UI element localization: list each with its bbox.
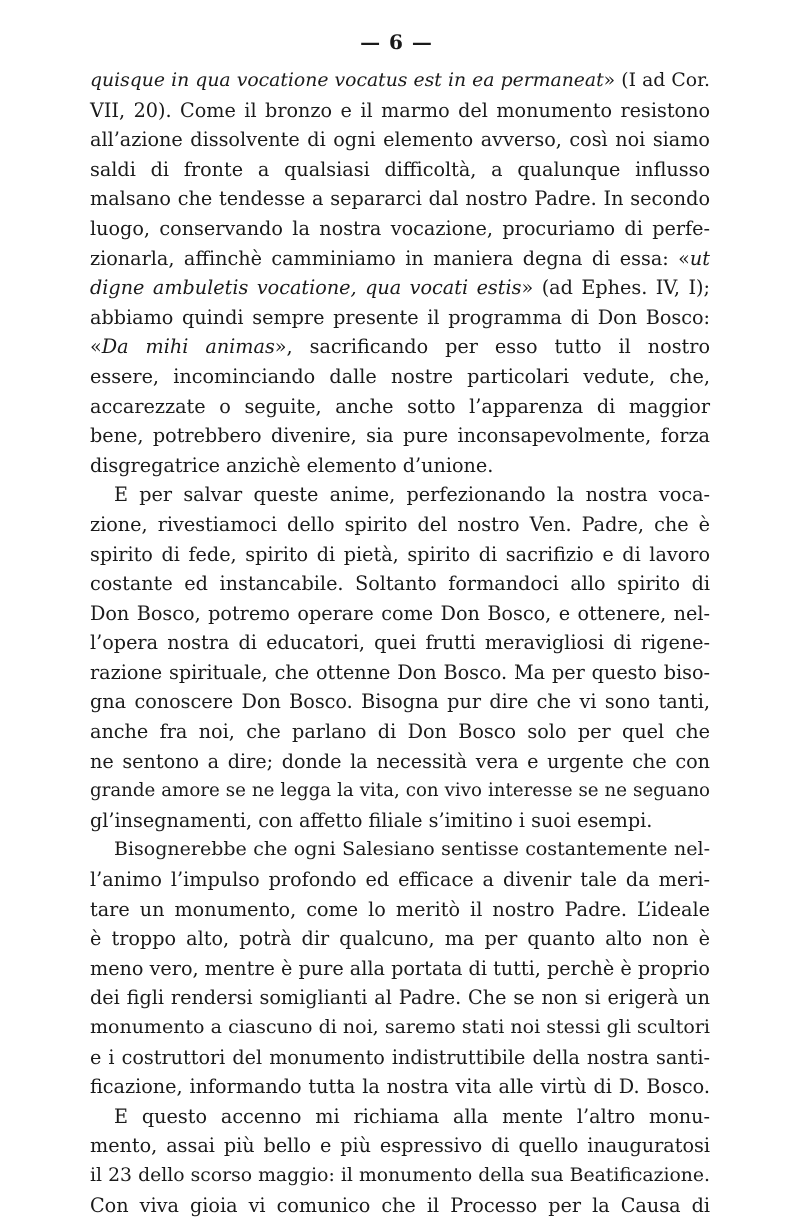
- text-line: [90, 1102, 710, 1132]
- text-segment: è troppo alto, potrà dir qualcuno, ma per quanto alto non è: [90, 927, 710, 951]
- text-segment: malsano che tendesse a separarci dal nostro Padre. In secondo: [90, 187, 710, 211]
- text-segment: razione spirituale, che ottenne Don Bosco. Ma per questo biso-: [90, 660, 710, 684]
- text-segment: zionarla, affinchè camminiamo in maniera degna di essa: «: [90, 246, 690, 270]
- text-line: [90, 96, 710, 126]
- text-segment: gna conoscere Don Bosco. Bisogna pur dire che vi sono tanti,: [90, 690, 710, 714]
- italic-text: ut: [689, 246, 710, 270]
- text-segment: bene, potrebbero divenire, sia pure inconsapevolmente, forza: [90, 424, 710, 448]
- text-segment: anche fra noi, che parlano di Don Bosco solo per quel che: [90, 720, 710, 744]
- text-segment: Don Bosco, potremo operare come Don Bosco, e ottenere, nel-: [90, 601, 710, 625]
- text-line: [90, 628, 710, 658]
- text-line: [90, 687, 710, 717]
- text-segment: » (ad Ephes. IV, I);: [521, 276, 710, 300]
- text-line: [90, 125, 710, 155]
- body-text: [90, 66, 710, 1220]
- text-segment: abbiamo quindi sempre presente il programma di Don Bosco:: [90, 305, 710, 329]
- text-segment: E questo accenno mi richiama alla mente l’altro monu-: [114, 1104, 710, 1128]
- text-line: [90, 303, 710, 333]
- text-line: [90, 480, 710, 510]
- text-segment: Con viva gioia vi comunico che il Processo per la Causa di: [90, 1193, 710, 1217]
- text-line: [90, 954, 710, 984]
- text-line: [90, 332, 710, 362]
- text-line: [90, 569, 710, 599]
- text-segment: l’animo l’impulso profondo ed efficace a divenir tale da meri-: [90, 868, 710, 892]
- text-segment: «: [90, 335, 102, 359]
- text-segment: monumento a ciascuno di noi, saremo stati noi stessi gli scultori: [90, 1016, 710, 1038]
- text-segment: luogo, conservando la nostra vocazione, procuriamo di perfe-: [90, 216, 710, 240]
- text-segment: l’opera nostra di educatori, quei frutti meravigliosi di rigene-: [90, 631, 710, 655]
- text-segment: disgregatrice anzichè elemento d’unione.: [90, 453, 494, 477]
- text-line: [90, 1131, 710, 1161]
- text-line: [90, 451, 710, 481]
- italic-text: quisque in qua vocatione vocatus est in ea permaneat: [90, 70, 604, 91]
- text-segment: saldi di fronte a qualsiasi difficoltà, a qualunque influsso: [90, 157, 710, 181]
- text-line: [90, 924, 710, 954]
- text-line: [90, 865, 710, 895]
- italic-text: digne ambuletis vocatione, qua vocati estis: [90, 276, 522, 300]
- text-segment: spirito di fede, spirito di pietà, spirito di sacrifizio e di lavoro: [90, 542, 710, 566]
- text-line: [90, 421, 710, 451]
- text-segment: zione, rivestiamoci dello spirito del nostro Ven. Padre, che è: [90, 512, 710, 536]
- text-line: [90, 66, 710, 96]
- text-segment: accarezzate o seguite, anche sotto l’apparenza di maggior: [90, 394, 710, 418]
- text-line: [90, 776, 710, 806]
- text-segment: dei figli rendersi somiglianti al Padre. Che se non si erigerà un: [90, 986, 710, 1010]
- text-segment: il 23 dello scorso maggio: il monumento della sua Beatificazione.: [90, 1164, 710, 1186]
- text-line: [90, 717, 710, 747]
- text-segment: grande amore se ne legga la vita, con vivo interesse se ne seguano: [90, 780, 710, 802]
- text-line: [90, 1072, 710, 1102]
- text-line: [90, 273, 710, 303]
- text-segment: ne sentono a dire; donde la necessità vera e urgente che con: [90, 749, 710, 773]
- text-segment: tare un monumento, come lo meritò il nostro Padre. L’ideale: [90, 897, 710, 921]
- text-segment: VII, 20). Come il bronzo e il marmo del monumento resistono: [90, 98, 710, 122]
- text-segment: » (I ad Cor.: [603, 70, 710, 91]
- text-segment: all’azione dissolvente di ogni elemento avverso, così noi siamo: [90, 128, 710, 152]
- text-line: [90, 658, 710, 688]
- text-segment: ficazione, informando tutta la nostra vita alle virtù di D. Bosco.: [90, 1075, 710, 1099]
- text-line: [90, 184, 710, 214]
- text-line: [90, 895, 710, 925]
- text-line: [90, 362, 710, 392]
- text-segment: e i costruttori del monumento indistruttibile della nostra santi-: [90, 1045, 710, 1069]
- text-line: [90, 1191, 710, 1220]
- text-segment: costante ed instancabile. Soltanto formandoci allo spirito di: [90, 572, 710, 596]
- italic-text: Da mihi animas: [101, 335, 275, 359]
- text-segment: E per salvar queste anime, perfezionando la nostra voca-: [114, 483, 710, 507]
- text-segment: mento, assai più bello e più espressivo di quello inauguratosi: [90, 1134, 710, 1158]
- text-line: [90, 155, 710, 185]
- text-line: [90, 392, 710, 422]
- text-line: [90, 835, 710, 865]
- text-line: [90, 540, 710, 570]
- text-segment: essere, incominciando dalle nostre particolari vedute, che,: [90, 364, 710, 388]
- text-line: [90, 599, 710, 629]
- text-line: [90, 214, 710, 244]
- text-line: [90, 1043, 710, 1073]
- text-line: [90, 747, 710, 777]
- text-line: [90, 510, 710, 540]
- text-segment: gl’insegnamenti, con affetto filiale s’imitino i suoi esempi.: [90, 808, 653, 832]
- text-line: [90, 1161, 710, 1191]
- text-line: [90, 806, 710, 836]
- text-line: [90, 244, 710, 274]
- text-segment: », sacrificando per esso tutto il nostro: [274, 335, 710, 359]
- text-line: [90, 983, 710, 1013]
- page-number: — 6 —: [360, 30, 433, 54]
- text-segment: meno vero, mentre è pure alla portata di tutti, perchè è proprio: [90, 956, 710, 980]
- text-segment: Bisognerebbe che ogni Salesiano sentisse costantemente nel-: [114, 838, 710, 861]
- text-line: [90, 1013, 710, 1043]
